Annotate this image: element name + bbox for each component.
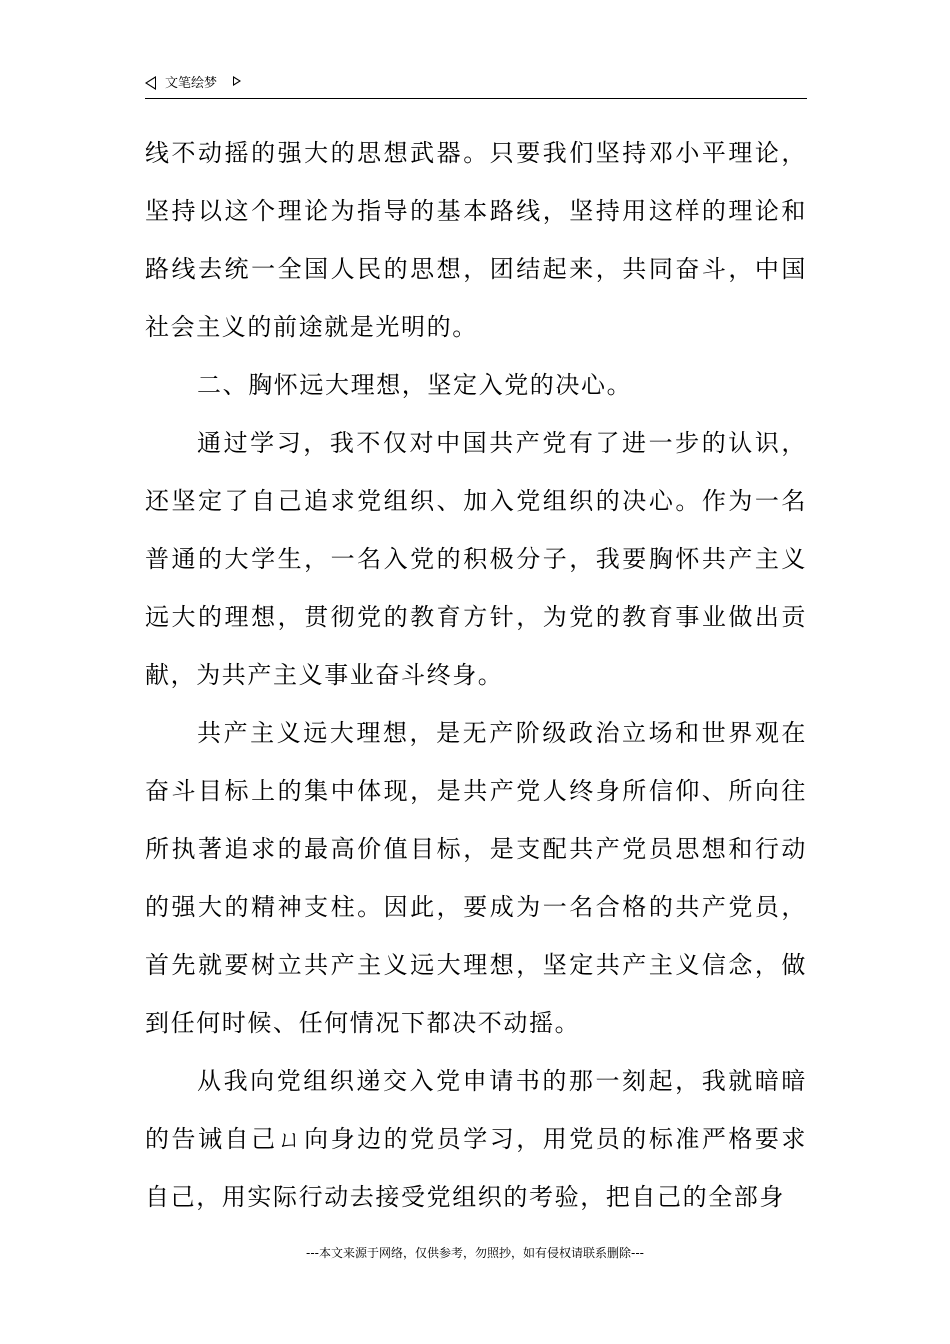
triangle-left-icon — [145, 76, 156, 90]
header-brand: 文笔绘梦 — [165, 76, 218, 91]
triangle-right-icon — [233, 76, 241, 86]
paragraph-5: 从我向党组织递交入党申请书的那一刻起，我就暗暗的告诫自己ㄩ向身边的党员学习，用党员的标准严格要求自己，用实际行动去接受党组织的考验，把自己的全部身 — [145, 1067, 807, 1211]
page-footer: ---本文来源于网络，仅供参考，勿照抄，如有侵权请联系删除--- — [306, 1246, 644, 1260]
paragraph-1: 线不动摇的强大的思想武器。只要我们坚持邓小平理论，坚持以这个理论为指导的基本路线，坚持用这样的理论和路线去统一全国人民的思想，团结起来，共同奋斗，中国社会主义的前途就是光明的。 — [145, 139, 807, 341]
page-header — [145, 70, 807, 99]
paragraph-4: 共产主义远大理想，是无产阶级政治立场和世界观在奋斗目标上的集中体现，是共产党人终身所信仰、所向往所执著追求的最高价值目标，是支配共产党员思想和行动的强大的精神支柱。因此，要成为一名合格的共产党员，首先就要树立共产主义远大理想，坚定共产主义信念，做到任何时候、任何情况下都决不动摇。 — [145, 719, 807, 1037]
document-body — [145, 124, 807, 1226]
paragraph-2-heading: 二、胸怀远大理想，坚定入党的决心。 — [197, 371, 633, 399]
paragraph-3: 通过学习，我不仅对中国共产党有了进一步的认识，还坚定了自己追求党组织、加入党组织的决心。作为一名普通的大学生，一名入党的积极分子，我要胸怀共产主义远大的理想，贯彻党的教育方针，为党的教育事业做出贡献，为共产主义事业奋斗终身。 — [145, 429, 807, 689]
